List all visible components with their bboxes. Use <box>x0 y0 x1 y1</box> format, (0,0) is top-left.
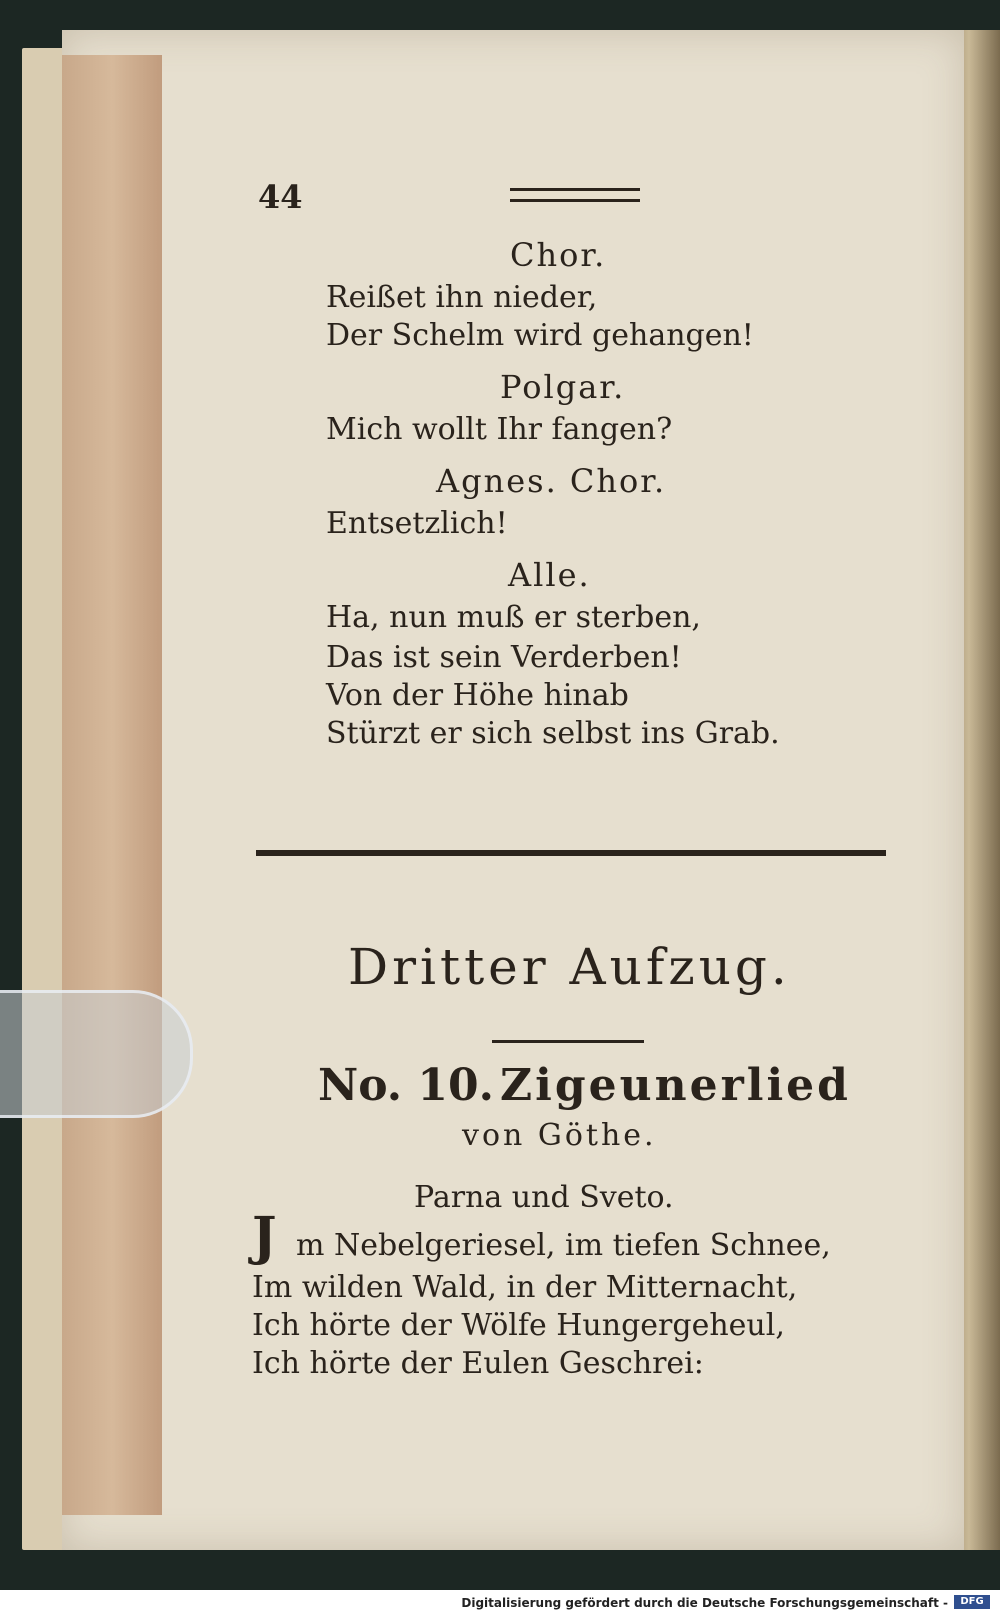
verse-line: Ha, nun muß er sterben, <box>326 600 701 635</box>
song-number: No. 10. <box>318 1060 494 1111</box>
verse-line: m Nebelgeriesel, im tiefen Schnee, <box>296 1228 831 1263</box>
dfg-logo-icon: DFG <box>954 1595 990 1609</box>
verse-line: Mich wollt Ihr fangen? <box>326 412 673 447</box>
verse-line: Der Schelm wird gehangen! <box>326 318 754 353</box>
section-rule <box>256 850 886 856</box>
verse-line: Entsetzlich! <box>326 506 508 541</box>
act-title: Dritter Aufzug. <box>348 938 791 996</box>
drop-cap: J <box>252 1206 277 1267</box>
plastic-page-clip <box>0 990 193 1118</box>
verse-line: Von der Höhe hinab <box>326 678 629 713</box>
verse-line: Reißet ihn nieder, <box>326 280 598 315</box>
verse-line: Ich hörte der Wölfe Hungergeheul, <box>252 1308 785 1343</box>
song-title: Zigeunerlied <box>500 1060 851 1111</box>
speaker-parna-sveto: Parna und Sveto. <box>414 1180 674 1215</box>
speaker-agnes-chor: Agnes. Chor. <box>436 462 667 500</box>
speaker-polgar: Polgar. <box>500 368 626 406</box>
footer-credit: Digitalisierung gefördert durch die Deutsche Forschungsgemeinschaft - <box>461 1596 948 1610</box>
speaker-alle: Alle. <box>508 556 591 594</box>
title-rule <box>492 1040 644 1043</box>
verse-line: Ich hörte der Eulen Geschrei: <box>252 1346 704 1381</box>
verse-line: Stürzt er sich selbst ins Grab. <box>326 716 780 751</box>
header-rule <box>510 188 640 202</box>
verse-line: Das ist sein Verderben! <box>326 640 682 675</box>
verse-line: Im wilden Wald, in der Mitternacht, <box>252 1270 798 1305</box>
speaker-chor: Chor. <box>510 236 607 274</box>
page-gutter <box>62 55 162 1515</box>
song-author: von Göthe. <box>462 1118 657 1153</box>
page-number: 44 <box>258 178 303 216</box>
